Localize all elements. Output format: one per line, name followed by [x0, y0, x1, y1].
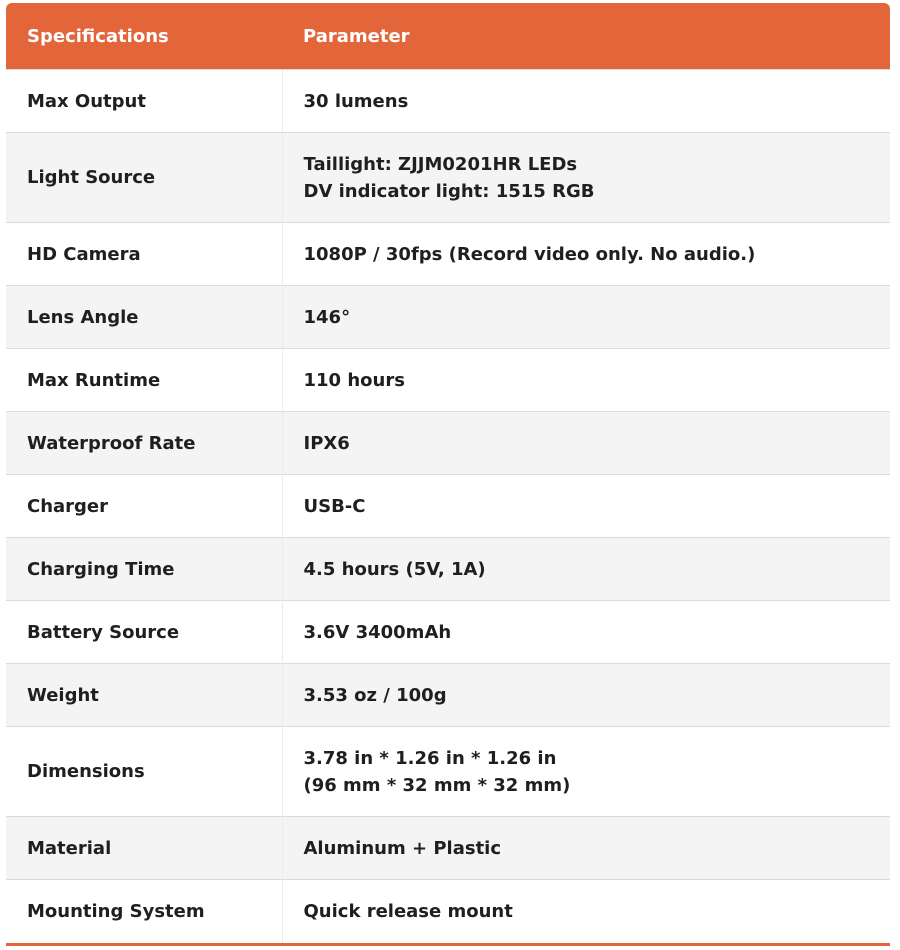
- table-header-row: [6, 3, 890, 70]
- table-row: [6, 880, 890, 943]
- spec-value: [282, 538, 890, 601]
- spec-value-line: 110 hours: [303, 369, 405, 391]
- spec-label: Charger: [6, 475, 282, 538]
- spec-value: [282, 223, 890, 286]
- spec-label: Battery Source: [6, 601, 282, 664]
- spec-label: Light Source: [6, 133, 282, 223]
- spec-value: [282, 727, 890, 817]
- spec-value-line: (96 mm * 32 mm * 32 mm): [303, 774, 571, 796]
- table-row: [6, 475, 890, 538]
- spec-value-line: USB-C: [303, 495, 366, 517]
- spec-value-line: 1080P / 30fps (Record video only. No audio.): [303, 243, 756, 265]
- header-specifications: Specifications: [6, 3, 282, 70]
- table-row: [6, 664, 890, 727]
- spec-label: Max Output: [6, 70, 282, 133]
- spec-label: Dimensions: [6, 727, 282, 817]
- spec-value-line: Quick release mount: [303, 900, 513, 922]
- spec-table-container: [6, 3, 890, 946]
- table-row: [6, 133, 890, 223]
- spec-label: HD Camera: [6, 223, 282, 286]
- table-row: [6, 286, 890, 349]
- table-row: [6, 538, 890, 601]
- spec-table: [6, 3, 890, 943]
- spec-value: [282, 412, 890, 475]
- spec-value-line: 3.78 in * 1.26 in * 1.26 in: [303, 747, 557, 769]
- spec-value: [282, 880, 890, 943]
- spec-value-line: Taillight: ZJJM0201HR LEDs: [303, 153, 578, 175]
- spec-label: Charging Time: [6, 538, 282, 601]
- spec-value: [282, 601, 890, 664]
- spec-value: [282, 349, 890, 412]
- spec-value: [282, 70, 890, 133]
- table-row: [6, 70, 890, 133]
- spec-value-line: IPX6: [303, 432, 350, 454]
- spec-value: [282, 475, 890, 538]
- spec-value: [282, 133, 890, 223]
- table-row: [6, 223, 890, 286]
- spec-value-line: Aluminum + Plastic: [303, 837, 502, 859]
- table-row: [6, 601, 890, 664]
- spec-value: [282, 286, 890, 349]
- spec-label: Material: [6, 817, 282, 880]
- spec-label: Mounting System: [6, 880, 282, 943]
- table-row: [6, 727, 890, 817]
- spec-value: [282, 664, 890, 727]
- spec-label: Lens Angle: [6, 286, 282, 349]
- spec-value-line: 3.6V 3400mAh: [303, 621, 452, 643]
- header-parameter: Parameter: [282, 3, 890, 70]
- spec-value-line: 4.5 hours (5V, 1A): [303, 558, 486, 580]
- table-row: [6, 817, 890, 880]
- spec-label: Max Runtime: [6, 349, 282, 412]
- spec-label: Weight: [6, 664, 282, 727]
- spec-value-line: 30 lumens: [303, 90, 409, 112]
- spec-table-body: [6, 70, 890, 943]
- table-row: [6, 412, 890, 475]
- spec-value-line: 3.53 oz / 100g: [303, 684, 447, 706]
- spec-label: Waterproof Rate: [6, 412, 282, 475]
- spec-value-line: 146°: [303, 306, 351, 328]
- spec-value: [282, 817, 890, 880]
- table-row: [6, 349, 890, 412]
- spec-value-line: DV indicator light: 1515 RGB: [303, 180, 595, 202]
